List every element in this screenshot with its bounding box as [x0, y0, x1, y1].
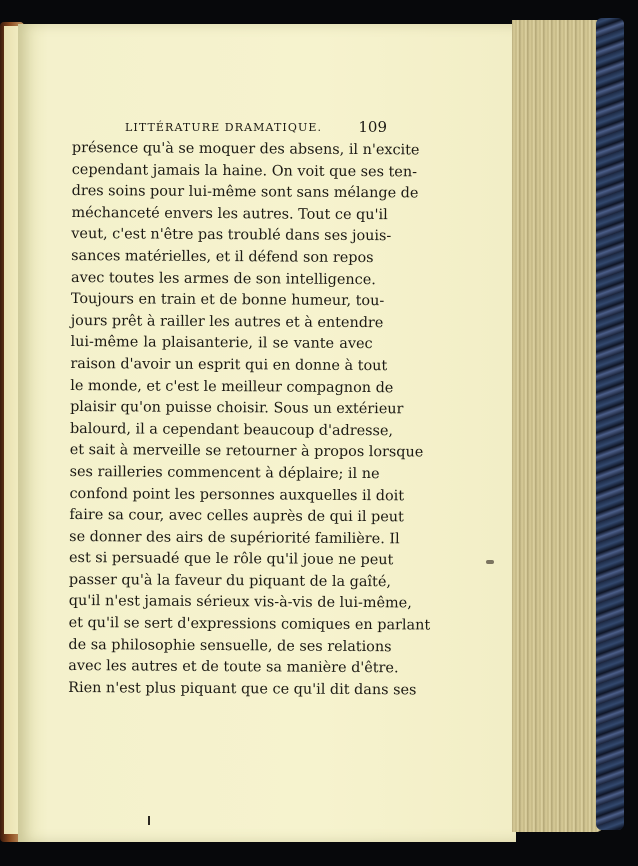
page-number: 109 [358, 118, 387, 136]
text-line: qu'il n'est jamais sérieux vis-à-vis de lui-même, [68, 593, 412, 612]
text-line: veut, c'est n'être pas troublé dans ses jouis- [71, 226, 392, 245]
text-line: faire sa cour, avec celles auprès de qui il peut [69, 507, 404, 526]
page-stack-edge [512, 20, 604, 832]
text-line: jours prêt à railler les autres et à entendre [70, 312, 384, 331]
text-line: lui-même la plaisanterie, il se vante avec [70, 334, 373, 353]
text-line: le monde, et c'est le meilleur compagnon de [70, 377, 394, 396]
text-line: balourd, il a cependant beaucoup d'adresse, [69, 420, 394, 439]
text-line: cependant jamais la haine. On voit que ses ten- [71, 161, 418, 181]
text-line: raison d'avoir un esprit qui en donne à tout [70, 355, 388, 375]
body-text [68, 138, 431, 702]
text-line: de sa philosophie sensuelle, de ses relations [68, 636, 392, 655]
page-smudge [486, 560, 494, 564]
text-line: sances matérielles, et il défend son repos [71, 247, 374, 267]
text-line: méchanceté envers les autres. Tout ce qu'il [71, 204, 388, 223]
ink-mark [148, 816, 150, 825]
text-line: avec les autres et de toute sa manière d'être. [68, 658, 399, 677]
text-line: se donner des airs de supériorité familière. Il [69, 528, 400, 547]
marbled-binding [596, 18, 624, 830]
text-line: confond point les personnes auxquelles il doit [69, 485, 405, 504]
text-line: et sait à merveille se retourner à propos lorsque [69, 442, 424, 461]
text-line: et qu'il se sert d'expressions comiques en parlant [68, 615, 431, 634]
text-line: plaisir qu'on puisse choisir. Sous un extérieur [70, 399, 404, 418]
text-line: est si persuadé que le rôle qu'il joue ne peut [69, 550, 394, 569]
text-line: Rien n'est plus piquant que ce qu'il dit dans ses [68, 679, 417, 699]
text-line: avec toutes les armes de son intelligence. [70, 269, 376, 288]
text-line: dres soins pour lui-même sont sans mélange de [71, 183, 419, 202]
text-line: Toujours en train et de bonne humeur, tou- [70, 291, 385, 310]
text-line: ses railleries commencent à déplaire; il ne [69, 463, 380, 483]
text-line: présence qu'à se moquer des absens, il n'excite [71, 139, 420, 159]
text-line: passer qu'à la faveur du piquant de la gaîté, [68, 571, 392, 591]
page-header [125, 118, 387, 138]
running-head: LITTÉRATURE DRAMATIQUE. [125, 121, 323, 134]
